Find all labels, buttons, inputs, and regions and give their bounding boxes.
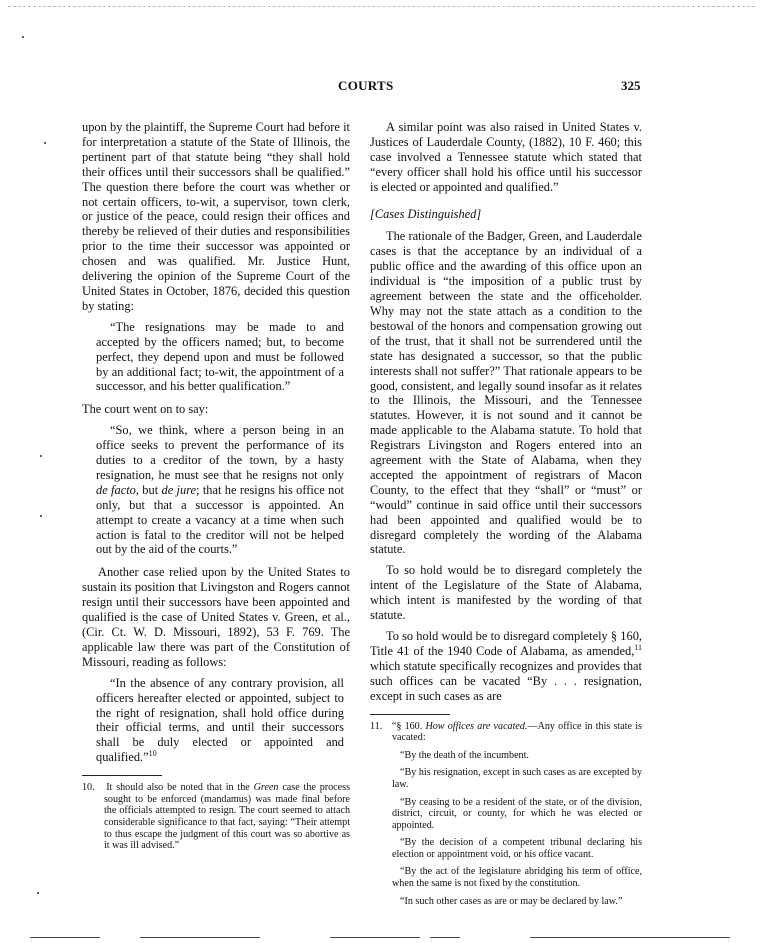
bottom-edge-rules xyxy=(0,937,763,939)
quote-italic: de facto xyxy=(96,482,136,497)
block-quote xyxy=(96,423,344,557)
footnote-rule xyxy=(370,714,450,715)
footnote-number: 11. xyxy=(370,720,383,732)
bottom-rule xyxy=(30,937,100,938)
left-column xyxy=(82,120,350,858)
paragraph: Another case relied upon by the United States to sustain its position that Livingston and Rogers cannot resign until their successors have been appointed and qualified is the case of United States v. Green, et al., (Cir. Ct. W. D. Missouri, 1892), 53 F. 769. The applicable law there was part of the Constitution of Missouri, reading as follows: xyxy=(82,565,350,669)
scan-speck xyxy=(22,36,24,38)
paragraph xyxy=(370,629,642,704)
bottom-rule xyxy=(140,937,260,938)
footnote-italic: How offices are vacated. xyxy=(425,720,528,732)
footnote-line: “In such other cases as are or may be declared by law.” xyxy=(400,895,623,907)
footnote-line: “By his resignation, except in such cases as are excepted by law. xyxy=(392,767,642,790)
section-heading: [Cases Distinguished] xyxy=(370,206,482,221)
block-quote xyxy=(96,676,344,765)
scan-speck xyxy=(40,515,42,517)
footnote-ref: 10 xyxy=(148,749,157,759)
quote-italic: de jure xyxy=(161,482,197,497)
footnote-line: “By ceasing to be a resident of the state, or of the division, district, circuit, or county, for which he was elected or appointed. xyxy=(392,796,642,831)
running-head xyxy=(0,78,763,96)
right-column xyxy=(370,120,642,913)
paragraph: upon by the plaintiff, the Supreme Court had before it for interpretation a statute of the State of Illinois, the pertinent part of that statute being “they shall hold their offices until their successors shall be qualified.” The question there before the court was whether or not certain officers, to-wit, a supervisor, town clerk, or justice of the peace, could resign their offices and thereby be relieved of their duties and responsibilities prior to the time their successor was appointed or chosen and was qualified. Mr. Justice Hunt, delivering the opinion of the Supreme Court of the United States in October, 1876, decided this question by stating: xyxy=(82,120,350,313)
paragraph-text: To so hold would be to disregard completely § 160, Title 41 of the 1940 Code of Alabama, as amended, xyxy=(370,629,642,658)
paragraph: To so hold would be to disregard completely the intent of the Legislature of the State of Alabama, which intent is manifested by the wording of that statute. xyxy=(370,563,642,623)
quote-text: “In the absence of any contrary provision, all officers hereafter elected or appointed, subject to the right of resignation, shall hold office during their official terms, and until their successors shall be duly elected or appointed and qualified.” xyxy=(96,675,344,765)
scan-speck xyxy=(37,892,39,894)
bottom-rule xyxy=(530,937,730,938)
scan-speck xyxy=(40,455,42,457)
footnote-text: It should also be noted that in the xyxy=(106,782,254,794)
footnote-rule xyxy=(82,775,162,776)
paragraph: A similar point was also raised in United States v. Justices of Lauderdale County, (1882), 10 F. 460; this case involved a Tennessee statute which stated that “every officer shall hold his office until his successor is elected or appointed and qualified.” xyxy=(370,120,642,194)
footnote-number: 10. xyxy=(82,782,95,794)
quote-text: , but xyxy=(135,482,162,497)
paragraph: The court went on to say: xyxy=(82,402,209,417)
footnote-text: “§ 160. xyxy=(391,720,426,732)
footnote-line: “By the death of the incumbent. xyxy=(400,749,529,761)
paragraph: The rationale of the Badger, Green, and Lauderdale cases is that the acceptance by an individual of a public office and the awarding of this office upon an individual is “the imposition of a public trust by agreement between the state and the officeholder. Why may not the state attach as a condition to the bestowal of the honors and compensation growing out of the trust, that it shall not be surrendered until the state has designated a successor, so that the public interests shall not suffer?” That rationale appears to be good, consistent, and legally sound insofar as it relates to the Illinois, the Missouri, and the Tennessee statutes. However, it is not sound and it cannot be made applicable to the Alabama statute. To hold that Registrars Livingston and Rogers entered into an agreement with the State of Alabama, when they accepted the appointment of registrars of Macon County, to the effect that they “shall” or “must” or “would” continue in said office until their successors had been appointed and qualified would be to disregard completely the wording of the Alabama statute. xyxy=(370,229,642,557)
scan-speck xyxy=(44,142,46,144)
block-quote: “The resignations may be made to and accepted by the officers named; but, to become perfect, they depend upon and must be followed by an additional fact; to-wit, the appointment of a successor, and his better qualification.” xyxy=(96,319,344,394)
running-head-title: COURTS xyxy=(338,78,394,93)
paragraph-text: which statute specifically recognizes and provides that such offices can be vacated “By . . . resignation, except in such cases as are xyxy=(370,658,642,703)
footnote-ref: 11 xyxy=(634,642,642,652)
footnote-text: —Any office in this state is vacated: xyxy=(392,720,642,744)
quote-text: ; that he resigns his office not only, but that a successor is appointed. An attempt to create a vacancy at a time when such action is fatal to the creditor will not be helped out by the aid of the courts.” xyxy=(96,482,344,557)
footnote-11 xyxy=(370,721,642,744)
footnote-text: case the process sought to be enforced (mandamus) was made final before the officials attempted to resign. The court seemed to attach considerable significance to that fact, saying: “Their attempt to thus escape the judgment of this court was so abortive as it was ill advised.” xyxy=(104,782,350,852)
footnote-line: “By the act of the legislature abridging his term of office, when the same is not fixed by the constitution. xyxy=(392,866,642,890)
quote-text: “So, we think, where a person being in an office seeks to prevent the performance of its duties to a creditor of the town, by a hasty resignation, he must see that he resigns not only xyxy=(96,423,344,482)
bottom-rule xyxy=(430,937,460,938)
top-edge-dashes xyxy=(8,6,755,7)
page-number: 325 xyxy=(621,78,641,93)
footnote-italic: Green xyxy=(253,782,279,794)
bottom-rule xyxy=(330,937,420,938)
footnote-10 xyxy=(82,782,350,852)
footnote-line: “By the decision of a competent tribunal declaring his election or appointment void, or his office vacant. xyxy=(392,837,642,860)
